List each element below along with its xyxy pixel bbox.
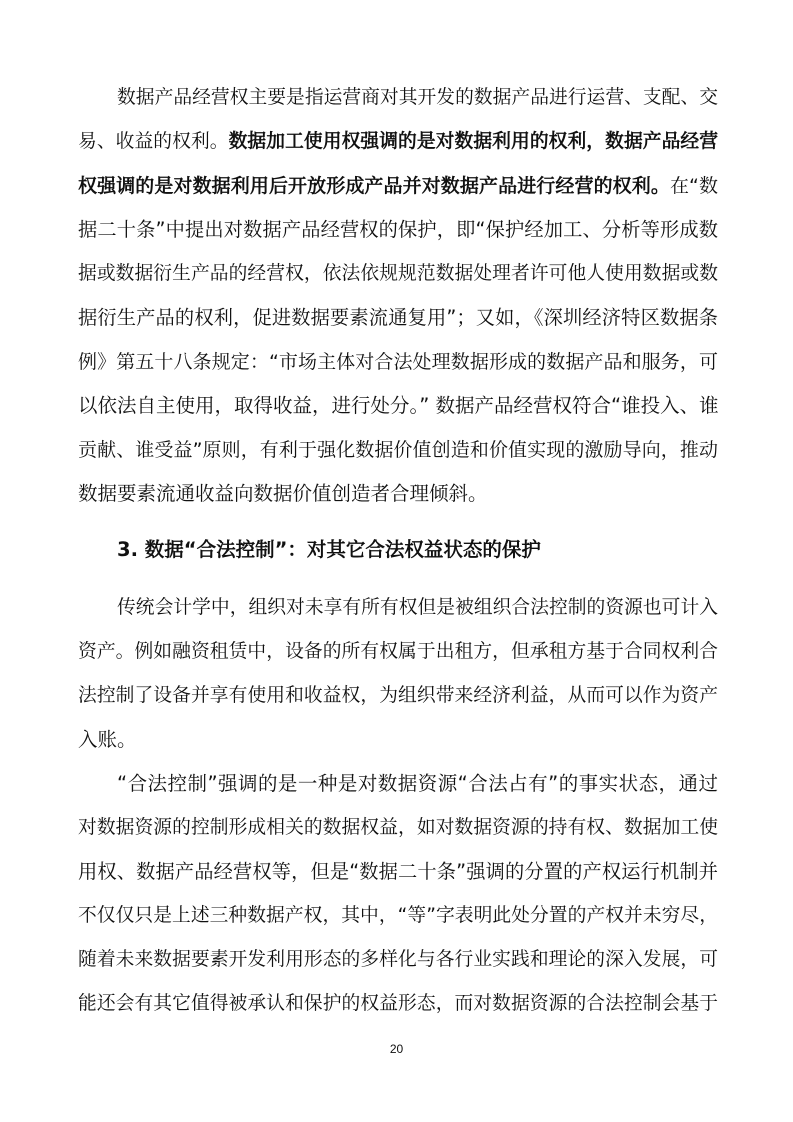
paragraph-3-line-3: 用权、数据产品经营权等，但是“数据二十条”强调的分置的产权运行机制并 — [78, 860, 718, 883]
paragraph-1-line-1: 数据产品经营权主要是指运营商对其开发的数据产品进行运营、支配、交 — [117, 87, 718, 108]
page-number: 20 — [389, 1042, 404, 1056]
paragraph-1-line-5: 据或数据衍生产品的经营权，依法依规规范数据处理者许可他人使用数据或数 — [78, 263, 718, 284]
paragraph-1-line-9: 贡献、谁受益”原则，有利于强化数据价值创造和价值实现的激励导向，推动 — [78, 439, 718, 461]
paragraph-3-line-1: “合法控制”强调的是一种是对数据资源“合法占有”的事实状态，通过 — [117, 772, 718, 795]
section-heading: 3. 数据“合法控制”：对其它合法权益状态的保护 — [117, 538, 541, 561]
paragraph-1-line-2 — [78, 128, 718, 156]
paragraph-3-line-2: 对数据资源的控制形成相关的数据权益，如对数据资源的持有权、数据加工使 — [78, 817, 718, 838]
paragraph-1-line-3-normal: 在“数 — [669, 175, 718, 197]
paragraph-1-line-2-bold: 数据加工使用权强调的是对数据利用的权利，数据产品经营 — [228, 131, 719, 152]
paragraph-2-line-3: 法控制了设备并享有使用和收益权，为组织带来经济利益，从而可以作为资产 — [78, 685, 718, 706]
paragraph-1-line-2-normal: 易、收益的权利。 — [78, 131, 229, 152]
paragraph-2-line-2: 资产。例如融资租赁中，设备的所有权属于出租方，但承租方基于合同权利合 — [78, 641, 718, 662]
paragraph-2-line-1: 传统会计学中，组织对未享有所有权但是被组织合法控制的资源也可计入 — [117, 597, 718, 618]
paragraph-1-line-4: 据二十条”中提出对数据产品经营权的保护，即“保护经加工、分析等形成数 — [78, 218, 718, 241]
paragraph-1-line-6: 据衍生产品的权利，促进数据要素流通复用”；又如，《深圳经济特区数据条 — [78, 306, 718, 329]
paragraph-3-line-4: 不仅仅只是上述三种数据产权，其中，“等”字表明此处分置的产权并未穷尽， — [78, 905, 718, 926]
paragraph-3-line-6: 能还会有其它值得被承认和保护的权益形态，而对数据资源的合法控制会基于 — [78, 993, 718, 1014]
paragraph-1-line-3-bold: 权强调的是对数据利用后开放形成产品并对数据产品进行经营的权利。 — [78, 175, 670, 197]
paragraph-3-line-5: 随着未来数据要素开发利用形态的多样化与各行业实践和理论的深入发展，可 — [78, 949, 718, 970]
paragraph-1-line-10: 数据要素流通收益向数据价值创造者合理倾斜。 — [78, 482, 488, 505]
paragraph-1-line-7: 例》第五十八条规定：“市场主体对合法处理数据形成的数据产品和服务，可 — [78, 351, 718, 373]
paragraph-2-line-4: 入账。 — [78, 728, 137, 751]
paragraph-1-line-8: 以依法自主使用，取得收益，进行处分。” 数据产品经营权符合“谁投入、谁 — [78, 394, 719, 417]
paragraph-1-line-3 — [78, 172, 718, 200]
